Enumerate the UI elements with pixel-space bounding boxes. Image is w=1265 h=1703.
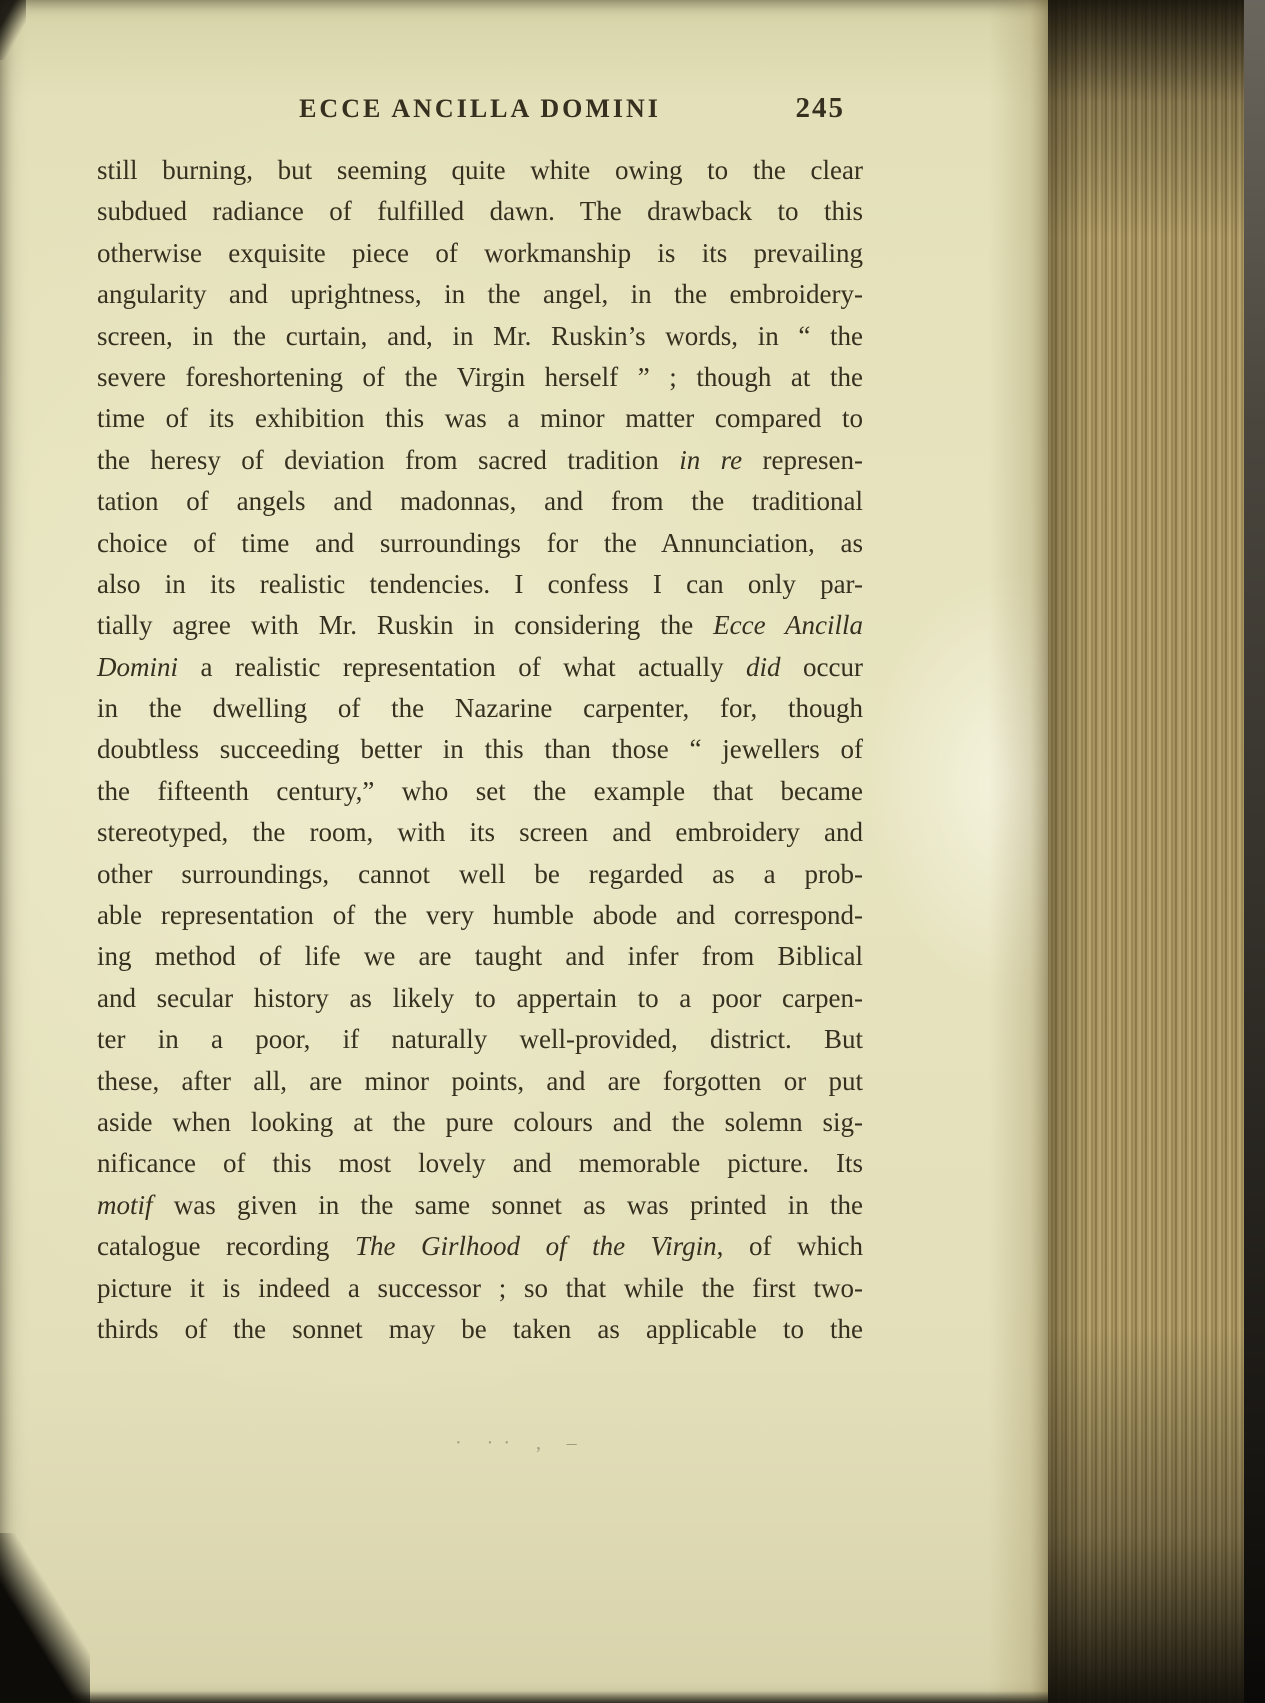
text-line: the fifteenth century,” who set the example that became	[97, 775, 863, 806]
smudge-mark: · ·· ‚ –	[455, 1432, 587, 1454]
text-line: these, after all, are minor points, and are forgotten or put	[97, 1065, 863, 1096]
text-line: tation of angels and madonnas, and from the traditional	[97, 486, 863, 517]
text-line: severe foreshortening of the Virgin herself ” ; though at the	[97, 361, 863, 392]
text-line: motif was given in the same sonnet as was printed in the	[97, 1189, 863, 1220]
bottom-edge-shadow	[0, 1691, 1048, 1703]
text-line: doubtless succeeding better in this than those “ jewellers of	[97, 734, 863, 765]
text-line: ter in a poor, if naturally well-provided, district. But	[97, 1024, 863, 1055]
text-line: thirds of the sonnet may be taken as applicable to the	[97, 1313, 863, 1344]
text-line: angularity and uprightness, in the angel, in the embroidery-	[97, 279, 863, 310]
book-cover-edge	[1244, 0, 1265, 1703]
text-line: ing method of life we are taught and infer from Biblical	[97, 941, 863, 972]
running-title: ECCE ANCILLA DOMINI	[299, 94, 661, 123]
text-line: other surroundings, cannot well be regarded as a prob-	[97, 858, 863, 889]
text-line: stereotyped, the room, with its screen and embroidery and	[97, 817, 863, 848]
text-line: time of its exhibition this was a minor matter compared to	[97, 403, 863, 434]
text-line: Domini a realistic representation of what actually did occur	[97, 651, 863, 682]
text-line: aside when looking at the pure colours and the solemn sig-	[97, 1106, 863, 1137]
text-line: subdued radiance of fulfilled dawn. The drawback to this	[97, 196, 863, 227]
text-line: screen, in the curtain, and, in Mr. Ruskin’s words, in “ the	[97, 320, 863, 351]
page-number: 245	[795, 92, 845, 124]
text-line: catalogue recording The Girlhood of the Virgin, of which	[97, 1231, 863, 1262]
text-line: still burning, but seeming quite white owing to the clear	[97, 155, 863, 185]
corner-shadow-top-left	[0, 0, 26, 60]
text-line: also in its realistic tendencies. I confess I can only par-	[97, 568, 863, 599]
body-text	[97, 150, 863, 1350]
text-line: picture it is indeed a successor ; so that while the first two-	[97, 1272, 863, 1303]
text-line: tially agree with Mr. Ruskin in considering the Ecce Ancilla	[97, 610, 863, 641]
text-line: the heresy of deviation from sacred tradition in re represen-	[97, 444, 863, 475]
fore-edge-shading	[1048, 0, 1244, 1703]
text-line: choice of time and surroundings for the Annunciation, as	[97, 527, 863, 558]
text-line: able representation of the very humble abode and correspond-	[97, 900, 863, 931]
text-line: otherwise exquisite piece of workmanship is its prevailing	[97, 237, 863, 268]
page-curl-shadow	[988, 0, 1048, 1703]
corner-shadow-bottom-left	[0, 1533, 90, 1703]
text-line: nificance of this most lovely and memorable picture. Its	[97, 1148, 863, 1179]
page-header	[97, 94, 863, 136]
text-line: and secular history as likely to appertain to a poor carpen-	[97, 982, 863, 1013]
text-line: in the dwelling of the Nazarine carpenter, for, though	[97, 693, 863, 724]
